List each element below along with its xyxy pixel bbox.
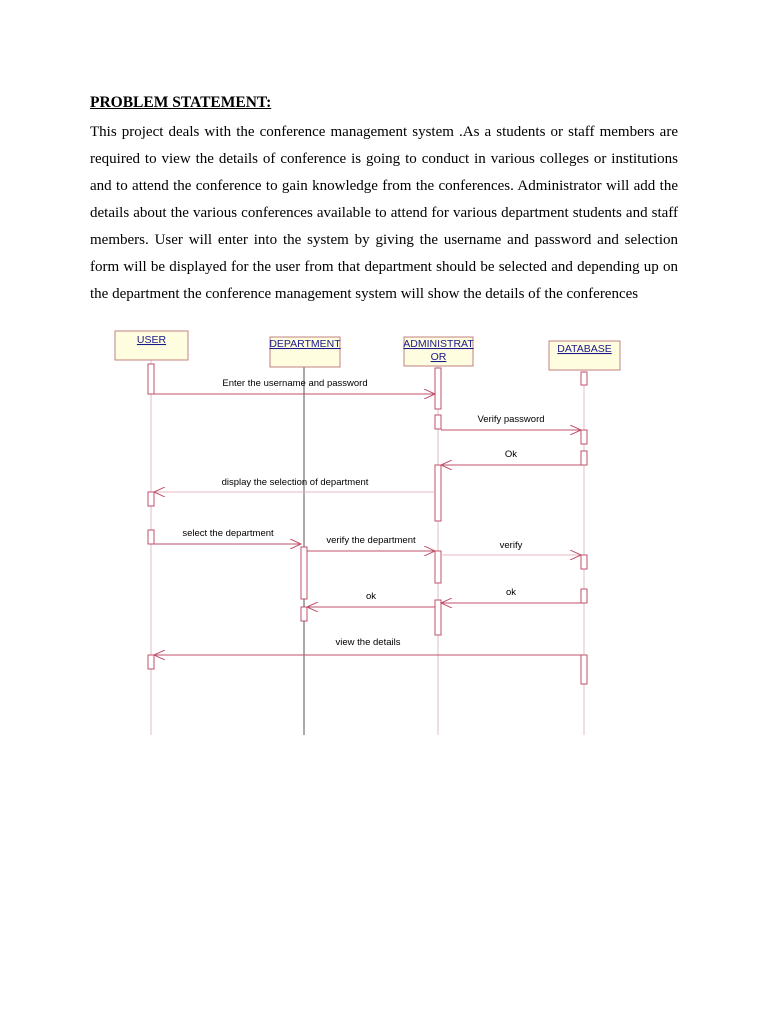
message-label: display the selection of department (221, 477, 369, 488)
message-label: ok (505, 587, 517, 598)
department-object (269, 337, 341, 367)
database-object-label: DATABASE (557, 343, 612, 355)
paragraph-line: members. User will enter into the system by giving the username and password and selection (90, 232, 678, 248)
message-label: Enter the username and password (222, 378, 368, 389)
user-object-label: USER (136, 334, 167, 346)
administrator-activation (435, 551, 441, 583)
database-activation (581, 451, 587, 465)
paragraph-line: required to view the details of conference is going to conduct in various colleges or institutions (90, 151, 678, 167)
user-activation (148, 655, 154, 669)
message-label: verify (499, 540, 523, 551)
database-activation (581, 372, 587, 385)
message-label: ok (365, 591, 377, 602)
administrator-object (403, 337, 474, 366)
database-activation (581, 555, 587, 569)
paragraph-line: the department the conference management system will show the details of the conferences (90, 286, 639, 302)
problem-statement-heading: PROBLEM STATEMENT: (90, 94, 272, 111)
department-object-label: DEPARTMENT (269, 338, 341, 350)
activation-bars (148, 364, 587, 684)
message-label: select the department (182, 528, 274, 539)
database-activation (581, 589, 587, 603)
administrator-activation (435, 465, 441, 521)
administrator-activation (435, 368, 441, 409)
paragraph-line: details about the various conferences available to attend for various department students and staff (90, 205, 678, 221)
user-activation (148, 530, 154, 544)
administrator-object-label-line2: OR (430, 351, 447, 363)
database-activation (581, 430, 587, 444)
administrator-object-label-line1: ADMINISTRAT (403, 338, 474, 350)
department-activation (301, 607, 307, 621)
user-activation (148, 492, 154, 506)
message-label: Verify password (477, 414, 545, 425)
administrator-activation (435, 600, 441, 635)
paragraph-line: form will be displayed for the user from that department should be selected and depending up on (90, 259, 678, 275)
department-activation (301, 547, 307, 599)
message-label: view the details (335, 637, 401, 648)
database-activation (581, 655, 587, 684)
paragraph-line: This project deals with the conference management system .As a students or staff members are (90, 124, 678, 140)
administrator-activation (435, 415, 441, 429)
message-label: verify the department (326, 535, 416, 546)
user-activation (148, 364, 154, 394)
paragraph-line: and to attend the conference to gain knowledge from the conferences. Administrator will add the (90, 178, 678, 194)
user-object (115, 331, 188, 360)
message-label: Ok (504, 449, 518, 460)
database-object (549, 341, 620, 370)
